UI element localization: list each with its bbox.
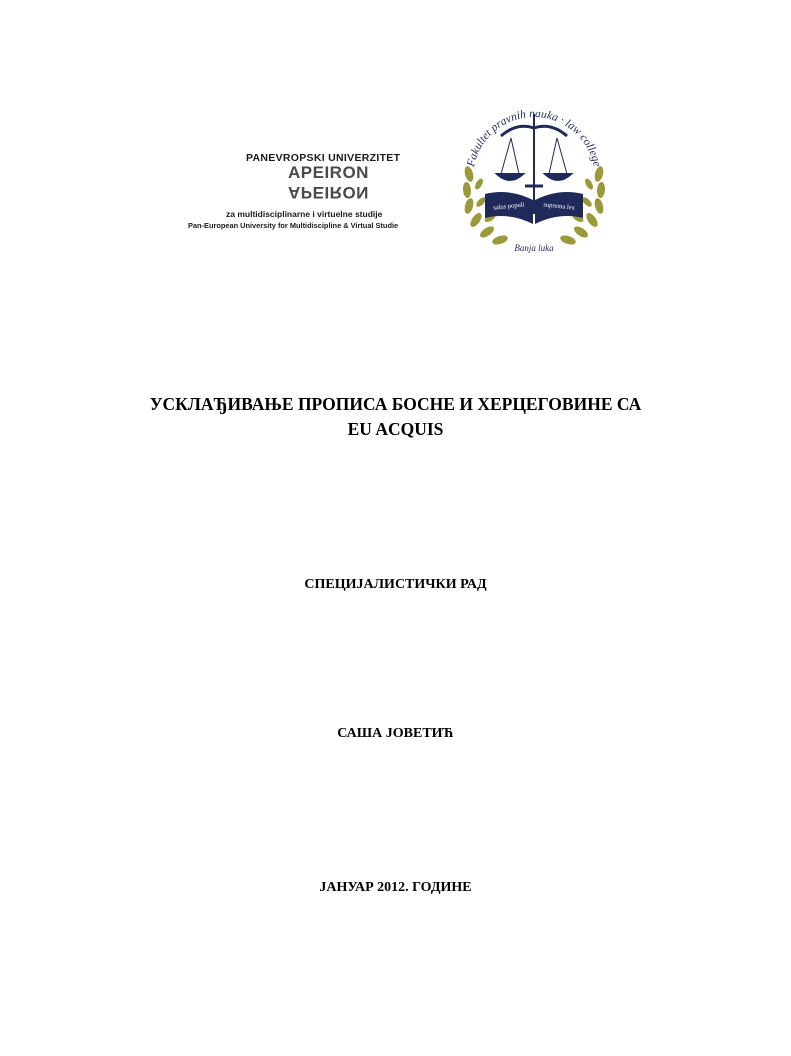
book-right-text: suprema lex — [543, 201, 576, 212]
apeiron-wordmark: APEIRON — [288, 163, 369, 182]
document-type: СПЕЦИЈАЛИСТИЧКИ РАД — [304, 577, 487, 592]
document-author: САША ЈОВЕТИЋ — [337, 726, 454, 741]
emblem-city: Banja luka — [514, 243, 554, 253]
faculty-emblem — [455, 96, 613, 258]
university-english-name: Pan-European University for Multidiscipline & Virtual Studie — [188, 221, 399, 230]
book-left-text: salus populi — [492, 201, 525, 212]
university-subtitle: za multidisciplinarne i virtuelne studije — [226, 209, 383, 219]
apeiron-wordmark-mirrored: APEIRON — [288, 183, 369, 202]
document-title — [0, 392, 791, 442]
emblem-ring-text: Fakultet pravnih nauka · law college — [465, 107, 603, 168]
document-title-line-1: УСКЛАЂИВАЊЕ ПРОПИСА БОСНЕ И ХЕРЦЕГОВИНЕ СА — [149, 394, 642, 414]
university-logo — [188, 146, 450, 236]
university-name: PANEVROPSKI UNIVERZITET — [246, 152, 401, 164]
document-title-line-2: EU ACQUIS — [347, 419, 444, 439]
document-date: ЈАНУАР 2012. ГОДИНЕ — [319, 880, 472, 895]
